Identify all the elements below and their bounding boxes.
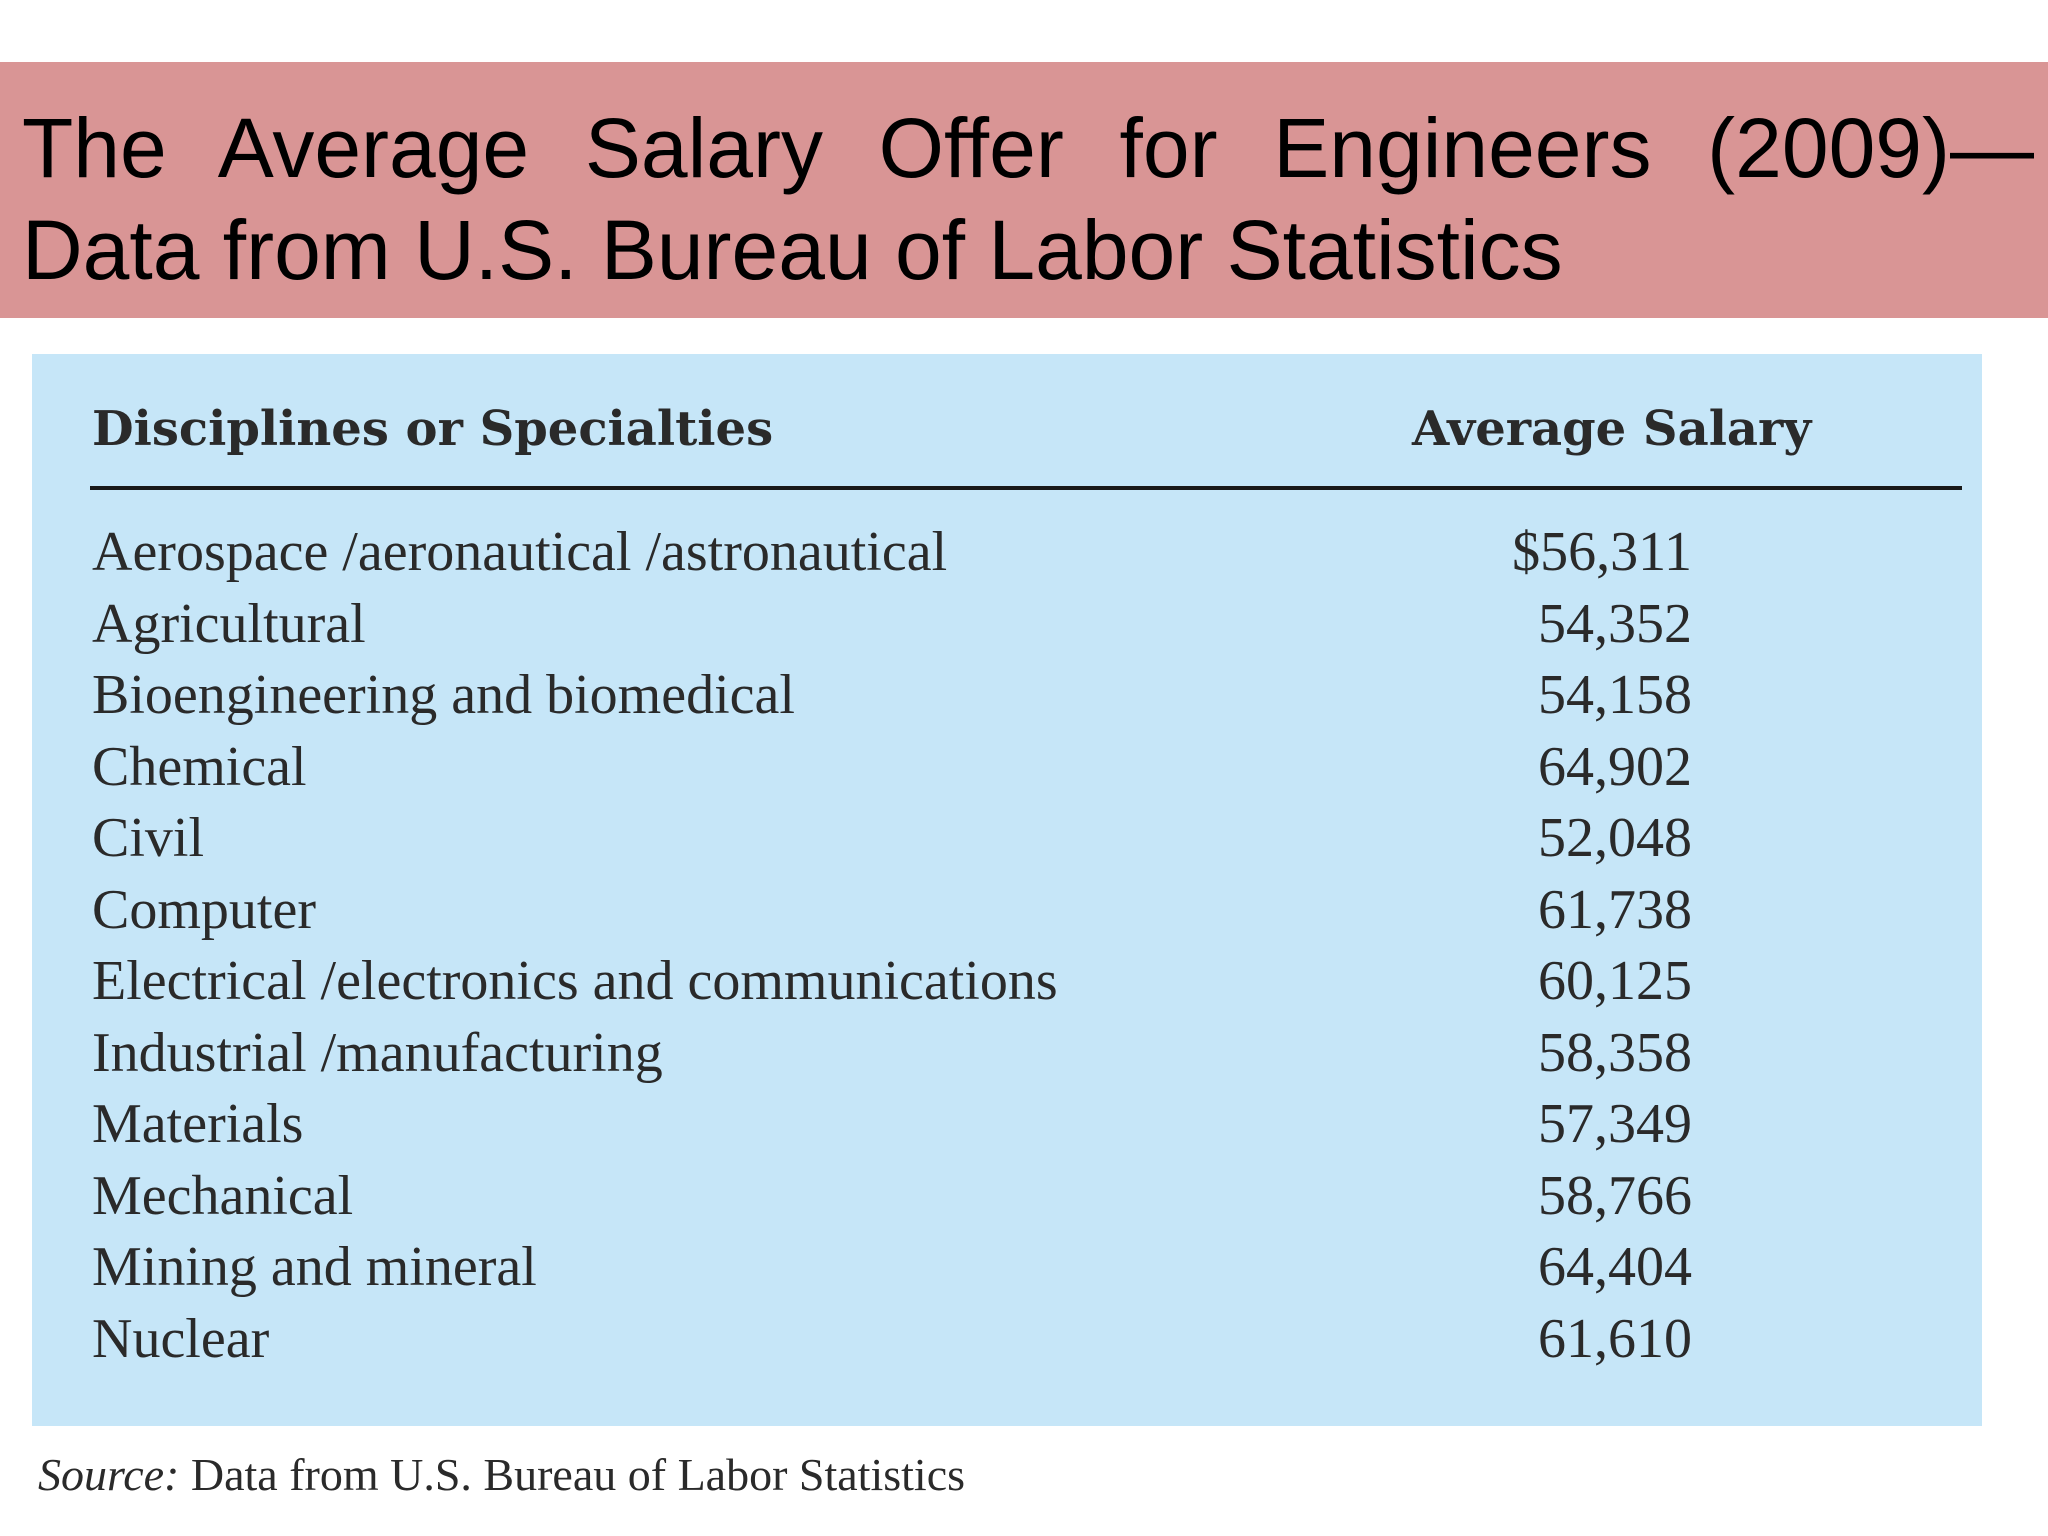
table-row	[32, 514, 1982, 586]
table-row	[32, 1301, 1982, 1373]
table-row	[32, 872, 1982, 944]
table-row	[32, 1229, 1982, 1301]
table-row	[32, 1158, 1982, 1230]
discipline-cell: Electrical /electronics and communications	[92, 950, 1058, 1012]
table-row	[32, 586, 1982, 658]
table-row	[32, 1086, 1982, 1158]
discipline-cell: Mechanical	[92, 1164, 354, 1227]
discipline-cell: Bioengineering and biomedical	[92, 664, 795, 726]
salary-cell: $56,311	[1512, 521, 1692, 583]
salary-cell: 64,902	[1538, 735, 1692, 798]
salary-cell: 52,048	[1538, 807, 1692, 869]
table-row	[32, 943, 1982, 1015]
source-note	[38, 1440, 965, 1510]
discipline-cell: Aerospace /aeronautical /astronautical	[92, 521, 948, 583]
table-row	[32, 1015, 1982, 1087]
discipline-cell: Computer	[92, 878, 316, 941]
table-body	[32, 514, 1982, 1372]
discipline-cell: Agricultural	[92, 592, 366, 655]
discipline-cell: Materials	[92, 1093, 304, 1155]
salary-cell: 58,358	[1538, 1021, 1692, 1084]
discipline-cell: Chemical	[92, 735, 307, 798]
column-header-salary: Average Salary	[1412, 401, 1812, 457]
salary-cell: 64,404	[1538, 1236, 1692, 1298]
discipline-cell: Civil	[92, 807, 205, 869]
salary-cell: 60,125	[1538, 950, 1692, 1012]
header-divider	[90, 486, 1962, 490]
slide-title-line-2: Data from U.S. Bureau of Labor Statistics	[22, 203, 1563, 297]
table-row	[32, 729, 1982, 801]
discipline-cell: Industrial /manufacturing	[92, 1021, 663, 1084]
salary-cell: 54,158	[1538, 664, 1692, 726]
salary-cell: 54,352	[1538, 592, 1692, 655]
title-banner	[0, 62, 2048, 318]
salary-table	[32, 354, 1982, 1426]
salary-cell: 61,610	[1538, 1307, 1692, 1370]
source-text: Data from U.S. Bureau of Labor Statistics	[179, 1449, 966, 1500]
salary-cell: 58,766	[1538, 1164, 1692, 1227]
column-header-discipline: Disciplines or Specialties	[92, 401, 774, 457]
discipline-cell: Mining and mineral	[92, 1236, 537, 1298]
salary-cell: 57,349	[1538, 1093, 1692, 1155]
source-label: Source:	[38, 1449, 180, 1500]
salary-cell: 61,738	[1538, 878, 1692, 941]
discipline-cell: Nuclear	[92, 1307, 270, 1370]
table-row	[32, 657, 1982, 729]
slide-title-line-1: The Average Salary Offer for Engineers (2009)—	[22, 101, 2034, 195]
table-row	[32, 800, 1982, 872]
